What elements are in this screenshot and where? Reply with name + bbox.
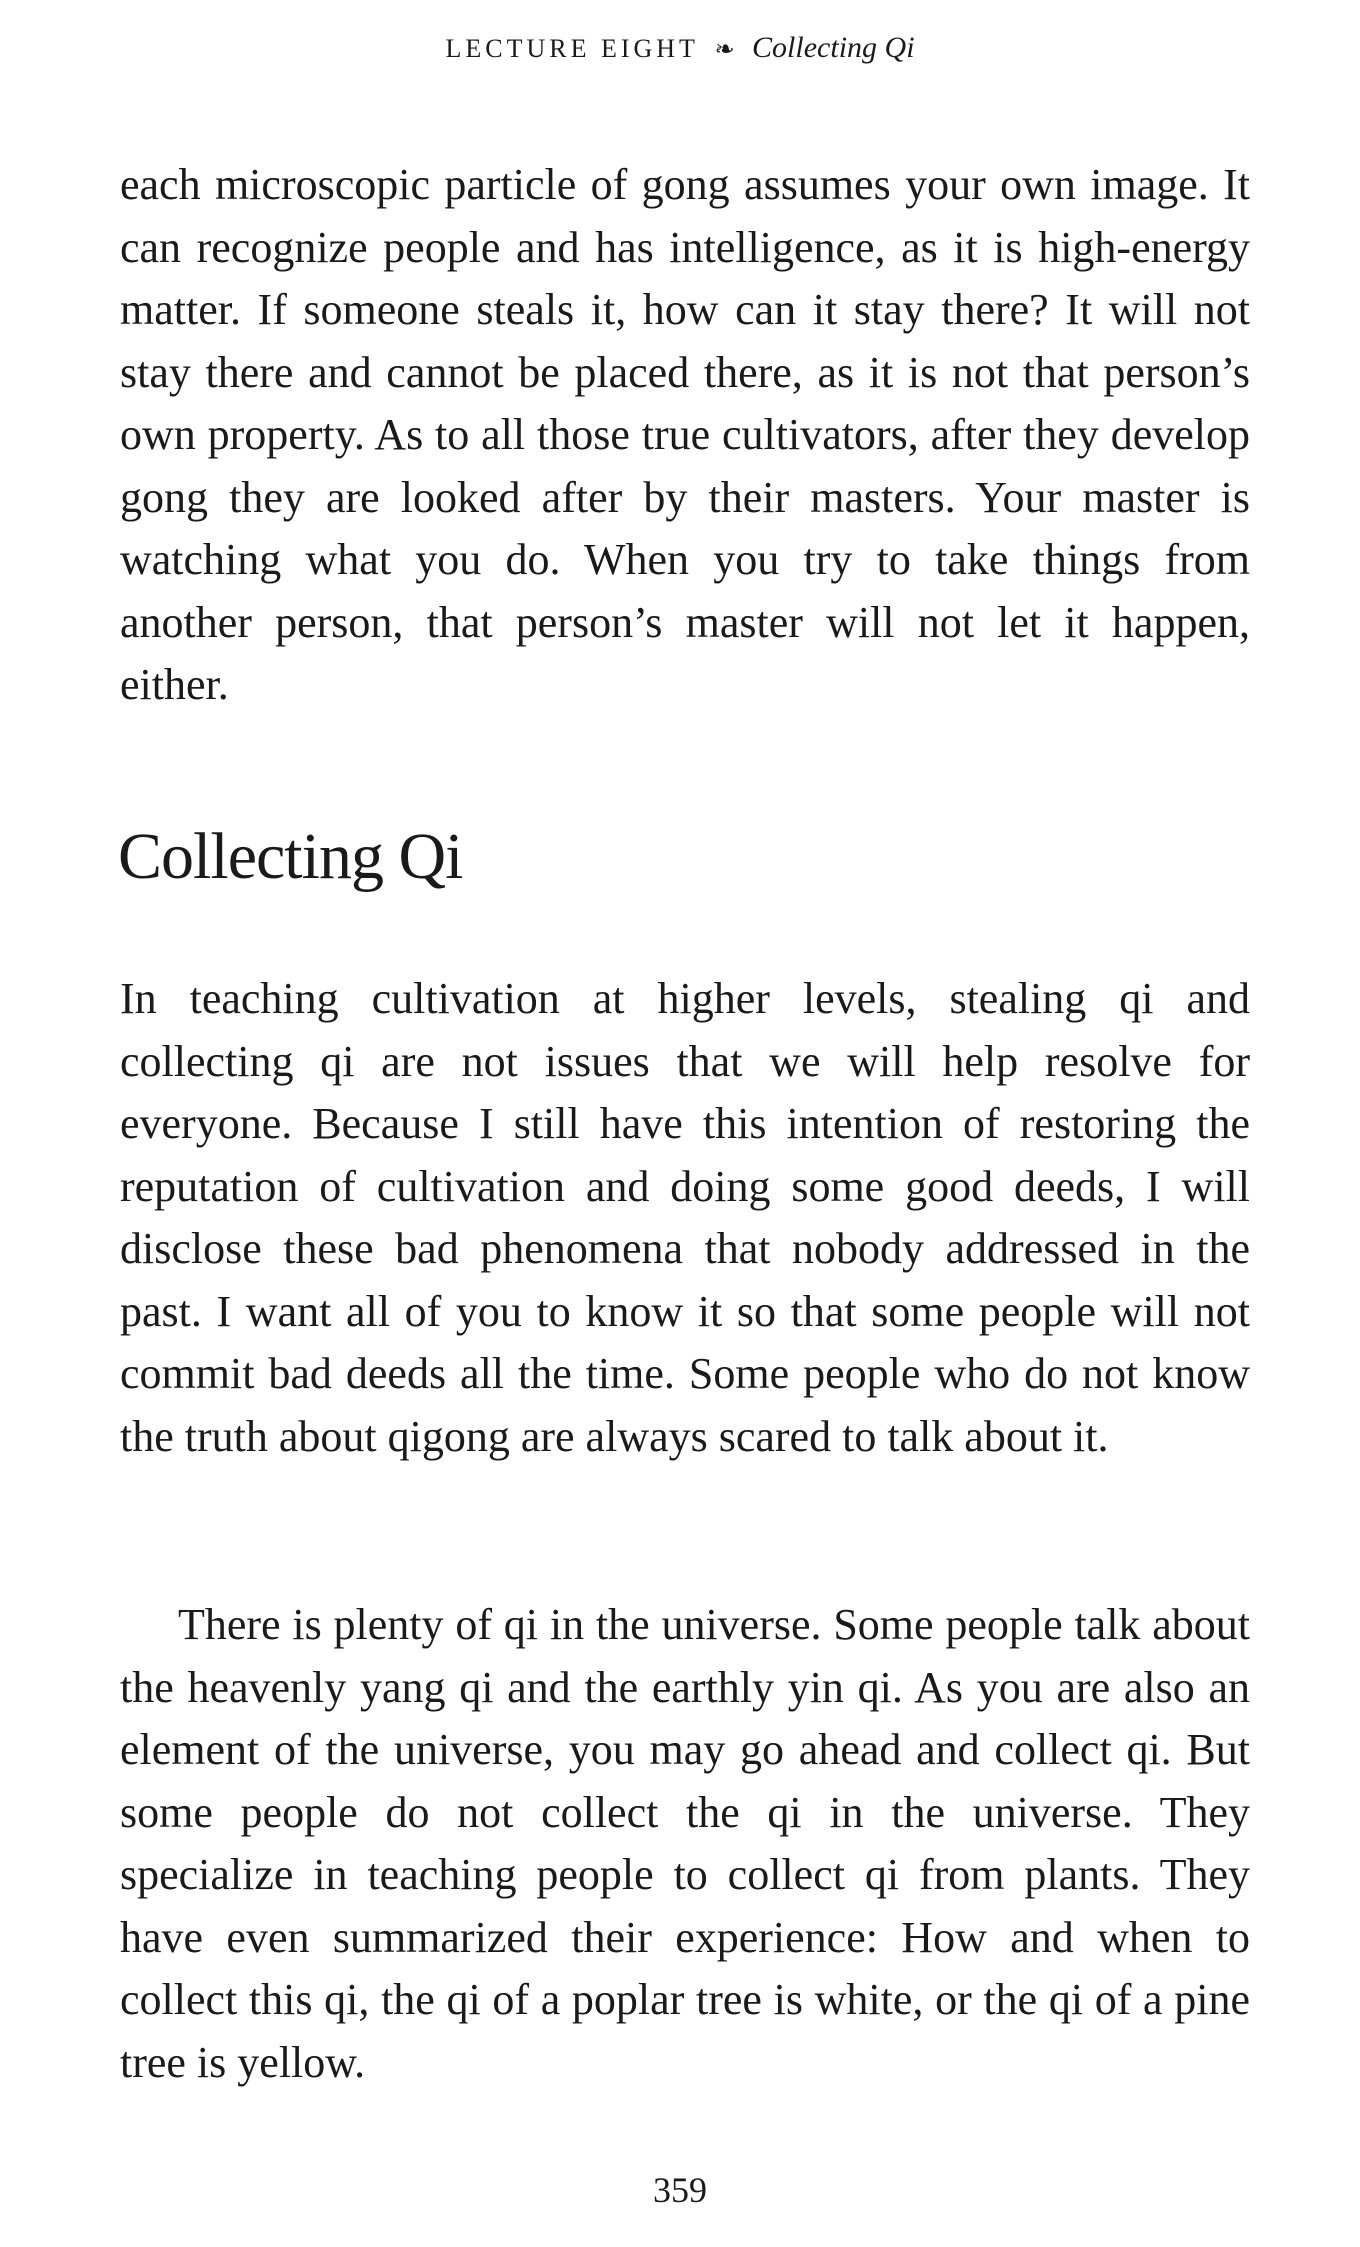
body-paragraph: There is plenty of qi in the universe. Some people talk about the heavenly yang qi and the earthly yin qi. As you are also an element of the universe, you may go ahead and collect qi. But some people do not collect the qi in the universe. They specialize in teaching people to collect qi from plants. They have even summarized their experience: How and when to collect this qi, the qi of a poplar tree is white, or the qi of a pine tree is yellow. <box>120 1600 1250 2087</box>
body-paragraph: In teaching cultivation at higher levels, stealing qi and collecting qi are not issues that we will help resolve for everyone. Because I still have this intention of restoring the reputation of cultivation and doing some good deeds, I will disclose these bad phenomena that nobody addressed in the past. I want all of you to know it so that some people will not commit bad deeds all the time. Some people who do not know the truth about qigong are always scared to talk about it. <box>120 974 1250 1461</box>
page-number: 359 <box>653 2170 707 2210</box>
fleuron-ornament-icon: ❧ <box>714 35 735 63</box>
running-head <box>0 28 1360 69</box>
running-head-section: LECTURE EIGHT <box>445 34 699 63</box>
section-heading: Collecting Qi <box>118 820 463 893</box>
body-paragraph: each microscopic particle of gong assumes your own image. It can recognize people and has intelligence, as it is high-energy matter. If someone steals it, how can it stay there? It will not stay there and cannot be placed there, as it is not that person’s own property. As to all those true cultivators, after they develop gong they are looked after by their masters. Your master is watching what you do. When you try to take things from another person, that person’s master will not let it happen, either. <box>120 160 1250 709</box>
running-head-title: Collecting Qi <box>752 31 915 64</box>
